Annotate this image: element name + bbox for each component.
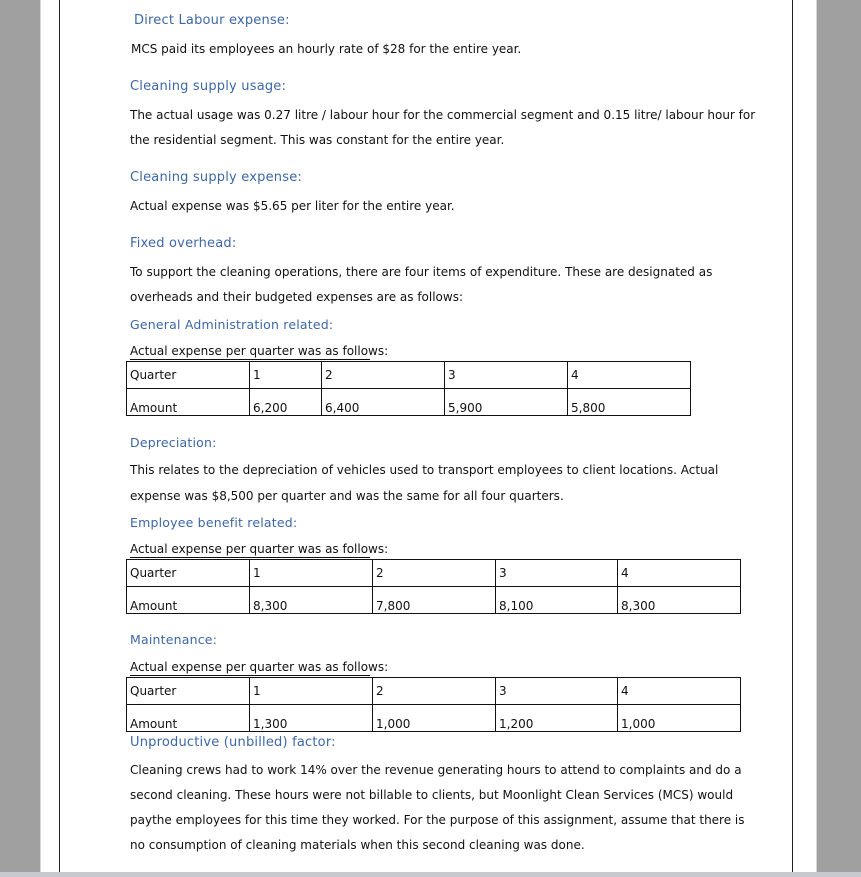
amount-cell: 7,800: [373, 587, 496, 614]
amount-cell: 5,900: [445, 389, 568, 416]
cleaning-usage-line-1: The actual usage was 0.27 litre / labour hour for the commercial segment and 0.15 litre/ labour hour for: [130, 108, 756, 122]
amount-cell: 8,100: [496, 587, 618, 614]
amount-cell: 1,000: [373, 705, 496, 732]
heading-depreciation: Depreciation:: [130, 435, 217, 450]
quarter-cell: 1: [250, 678, 373, 705]
general-admin-table: [126, 361, 691, 416]
caption-underline: [130, 359, 370, 360]
employee-benefit-table: [126, 559, 741, 614]
fixed-overhead-line-2: overheads and their budgeted expenses are as follows:: [130, 290, 464, 304]
table-row: [127, 362, 691, 389]
quarter-cell: 2: [373, 560, 496, 587]
unproductive-line-1: Cleaning crews had to work 14% over the revenue generating hours to attend to complaints and do a: [130, 763, 742, 777]
quarter-cell: 4: [618, 560, 741, 587]
amount-cell: 6,200: [250, 389, 322, 416]
unproductive-line-4: no consumption of cleaning materials when this second cleaning was done.: [130, 838, 585, 852]
cleaning-expense-text: Actual expense was $5.65 per liter for the entire year.: [130, 199, 455, 213]
amount-cell: 5,800: [568, 389, 691, 416]
quarter-cell: 1: [250, 560, 373, 587]
heading-general-administration: General Administration related:: [130, 317, 334, 332]
amount-cell: 1,000: [618, 705, 741, 732]
caption-underline: [130, 675, 370, 676]
direct-labour-text: MCS paid its employees an hourly rate of $28 for the entire year.: [131, 42, 522, 56]
row-label-quarter: Quarter: [127, 560, 250, 587]
heading-cleaning-supply-expense: Cleaning supply expense:: [130, 170, 302, 185]
quarter-cell: 1: [250, 362, 322, 389]
depreciation-line-1: This relates to the depreciation of vehicles used to transport employees to client locations. Actual: [130, 463, 719, 477]
unproductive-line-2: second cleaning. These hours were not billable to clients, but Moonlight Clean Services (MCS) would: [130, 788, 734, 802]
amount-cell: 1,200: [496, 705, 618, 732]
right-margin-line: [792, 0, 793, 877]
heading-unproductive-factor: Unproductive (unbilled) factor:: [130, 735, 336, 750]
table-row: [127, 560, 741, 587]
quarter-cell: 4: [568, 362, 691, 389]
amount-cell: 8,300: [618, 587, 741, 614]
employee-benefit-caption: Actual expense per quarter was as follows:: [130, 542, 389, 556]
table-row: [127, 678, 741, 705]
row-label-amount: Amount: [127, 705, 250, 732]
row-label-amount: Amount: [127, 587, 250, 614]
quarter-cell: 3: [445, 362, 568, 389]
cleaning-usage-line-2: the residential segment. This was constant for the entire year.: [130, 133, 505, 147]
row-label-quarter: Quarter: [127, 362, 250, 389]
unproductive-line-3: paythe employees for this time they worked. For the purpose of this assignment, assume that there is: [130, 813, 745, 827]
row-label-quarter: Quarter: [127, 678, 250, 705]
table-row: [127, 705, 741, 732]
fixed-overhead-line-1: To support the cleaning operations, there are four items of expenditure. These are designated as: [130, 265, 713, 279]
quarter-cell: 3: [496, 678, 618, 705]
quarter-cell: 3: [496, 560, 618, 587]
maintenance-table: [126, 677, 741, 732]
amount-cell: 6,400: [322, 389, 445, 416]
depreciation-line-2: expense was $8,500 per quarter and was the same for all four quarters.: [130, 489, 564, 503]
amount-cell: 8,300: [250, 587, 373, 614]
bottom-scroll-strip: [0, 872, 861, 877]
amount-cell: 1,300: [250, 705, 373, 732]
general-admin-caption: Actual expense per quarter was as follows:: [130, 344, 389, 358]
table-row: [127, 389, 691, 416]
quarter-cell: 2: [373, 678, 496, 705]
heading-employee-benefit: Employee benefit related:: [130, 515, 298, 530]
quarter-cell: 4: [618, 678, 741, 705]
left-margin-line: [59, 0, 60, 877]
heading-maintenance: Maintenance:: [130, 632, 218, 647]
caption-underline: [130, 557, 370, 558]
heading-cleaning-supply-usage: Cleaning supply usage:: [130, 79, 287, 94]
quarter-cell: 2: [322, 362, 445, 389]
row-label-amount: Amount: [127, 389, 250, 416]
table-row: [127, 587, 741, 614]
heading-fixed-overhead: Fixed overhead:: [130, 236, 237, 251]
maintenance-caption: Actual expense per quarter was as follows:: [130, 660, 389, 674]
heading-direct-labour: Direct Labour expense:: [134, 13, 290, 28]
